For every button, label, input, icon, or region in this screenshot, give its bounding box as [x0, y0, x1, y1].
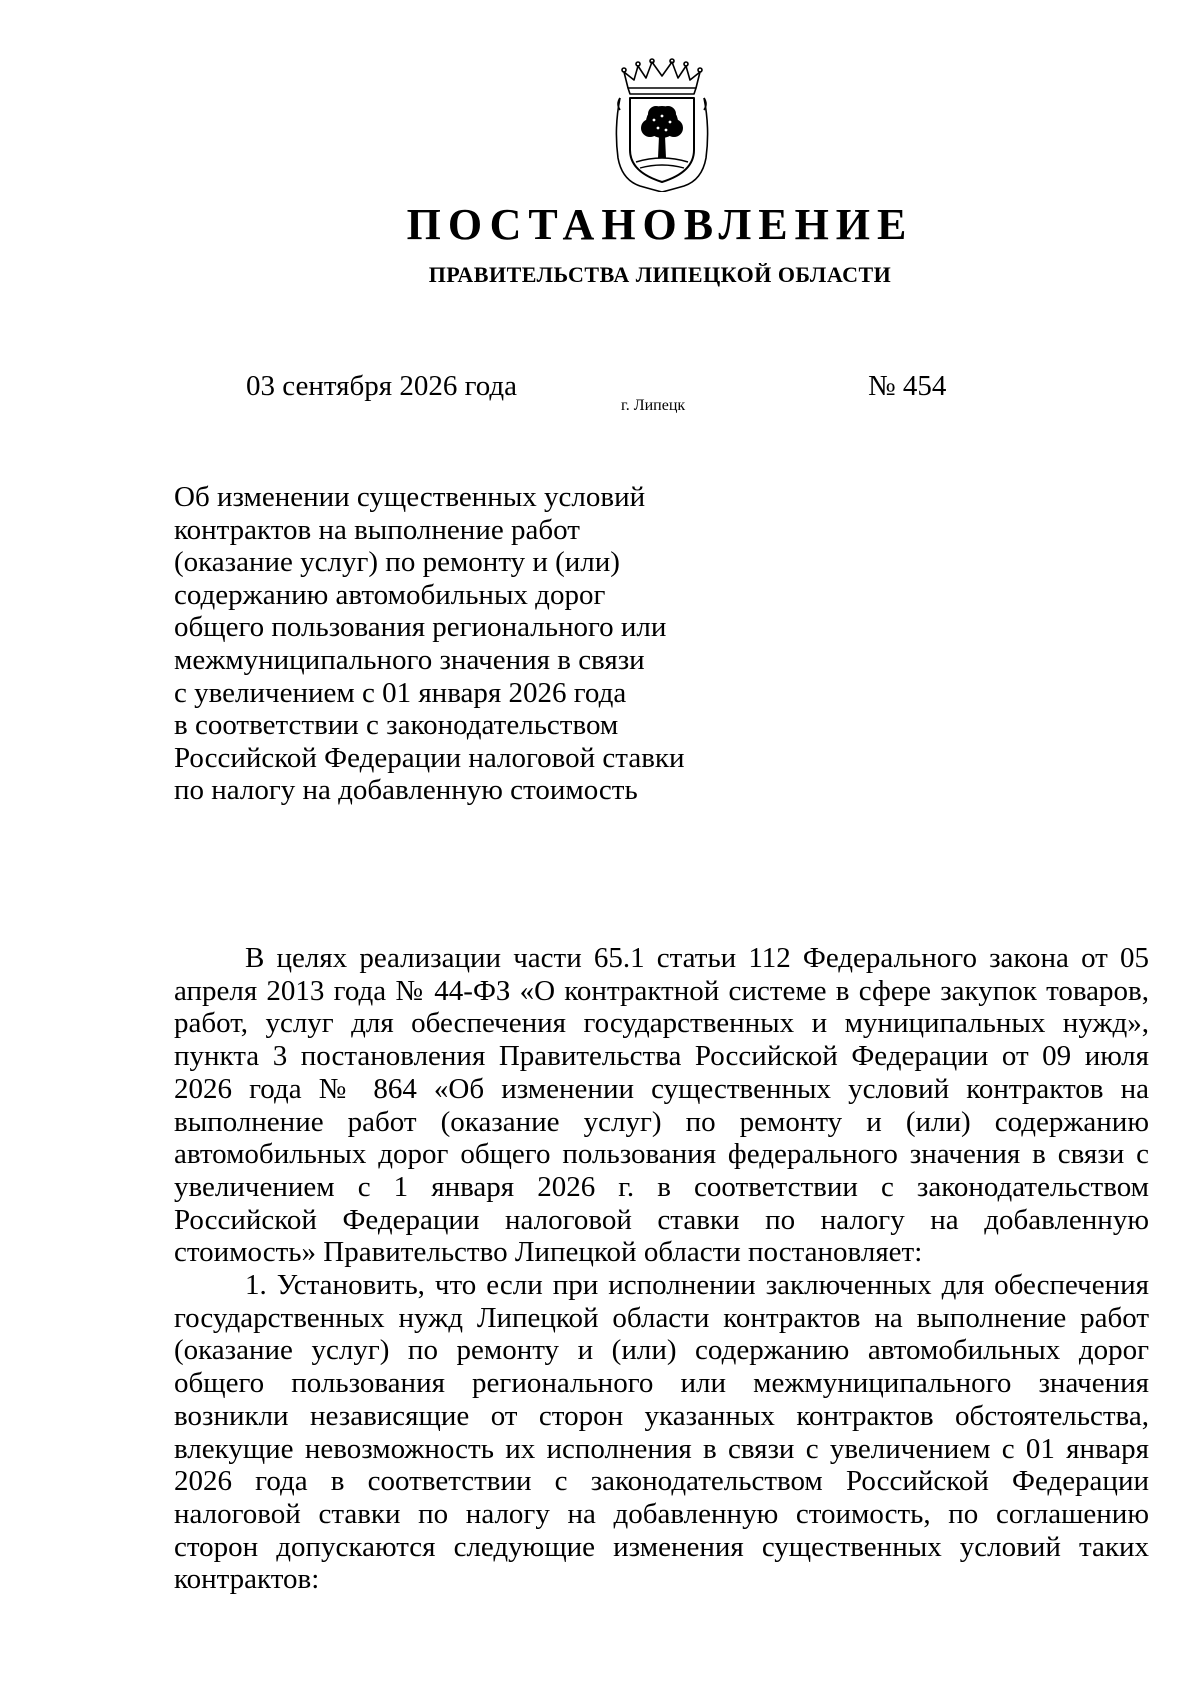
coat-of-arms-icon	[610, 58, 714, 192]
item-1-paragraph: 1. Установить, что если при исполнении заключенных для обеспечения государственных нужд Липецкой области контрактов на выполнение работ (оказание услуг) по ремонту и (или) содержанию автомобильных дорог общего пользования регионального или межмуниципального значения возникли независящие от сторон указанных контрактов обстоятельства, влекущие невозможность их исполнения в связи с увеличением с 01 января 2026 года в соответствии с законодательством Российской Федерации налоговой ставки по налогу на добавленную стоимость, по соглашению сторон допускаются следующие изменения существенных условий таких контрактов:	[174, 1269, 1149, 1596]
document-body	[174, 942, 1149, 1596]
document-subject: Об изменении существенных условий контрактов на выполнение работ (оказание услуг) по ремонту и (или) содержанию автомобильных дорог общего пользования регионального или межмуниципального значения в связи с увеличением с 01 января 2026 года в соответствии с законодательством Российской Федерации налоговой ставки по налогу на добавленную стоимость	[174, 481, 685, 807]
document-number: № 454	[868, 370, 947, 402]
preamble-paragraph: В целях реализации части 65.1 статьи 112 Федерального закона от 05 апреля 2013 года № 44-ФЗ «О контрактной системе в сфере закупок товаров, работ, услуг для обеспечения государственных и муниципальных нужд», пункта 3 постановления Правительства Российской Федерации от 09 июля 2026 года № 864 «Об изменении существенных условий контрактов на выполнение работ (оказание услуг) по ремонту и (или) содержанию автомобильных дорог общего пользования федерального значения в связи с увеличением с 1 января 2026 г. в соответствии с законодательством Российской Федерации налоговой ставки по налогу на добавленную стоимость» Правительство Липецкой области постановляет:	[174, 942, 1149, 1269]
issuer-title: ПРАВИТЕЛЬСТВА ЛИПЕЦКОЙ ОБЛАСТИ	[428, 262, 892, 287]
document-date: 03 сентября 2026 года	[246, 370, 518, 402]
document-type-title: ПОСТАНОВЛЕНИЕ	[406, 200, 914, 249]
document-city: г. Липецк	[621, 397, 686, 414]
